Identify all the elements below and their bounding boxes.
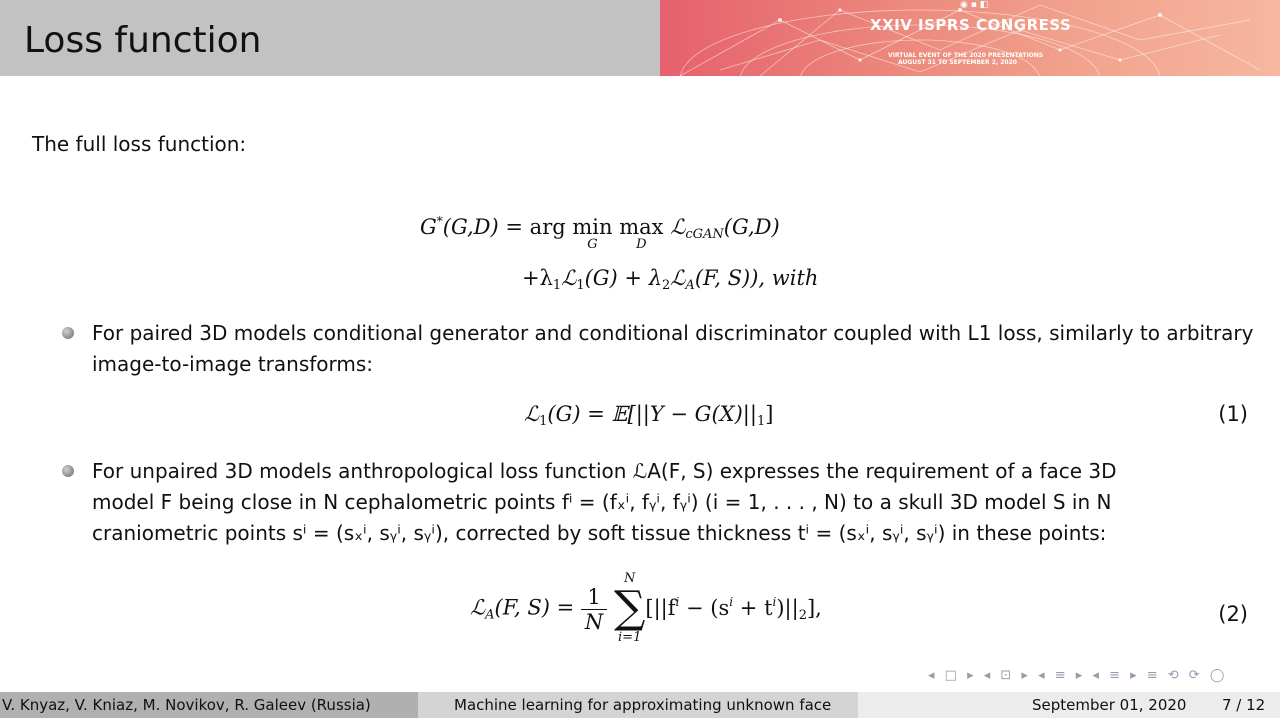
eq-term: i (729, 595, 734, 609)
beamer-navigation-icons[interactable]: ◂ □ ▸ ◂ ⊡ ▸ ◂ ≡ ▸ ◂ ≡ ▸ ≡ ⟲ ⟳ ◯ (928, 668, 1228, 683)
main-equation-line1 (420, 214, 780, 252)
eq-term: G (587, 237, 598, 252)
footer-date: September 01, 2020 (1032, 696, 1187, 714)
eq-term: A (685, 278, 695, 293)
bullet-item-paired (62, 318, 1262, 380)
eq-term: ℒ (670, 215, 686, 239)
footer-title: Machine learning for approximating unknown face (454, 696, 832, 714)
eq-term: min (572, 215, 613, 239)
eq-term: (G,D) (442, 215, 499, 239)
summation (614, 572, 645, 646)
eq-term: [||f (645, 596, 676, 620)
slide-footer (0, 692, 1280, 718)
eq-term: 1 (552, 278, 562, 293)
eq-term: + t (733, 596, 773, 620)
eq-term: (G,D) (723, 215, 780, 239)
eq-term: ℒ (524, 402, 540, 426)
banner-subtitle-1: VIRTUAL EVENT OF THE 2020 PRESENTATIONS (888, 52, 1044, 59)
equation-number-1: (1) (1218, 402, 1248, 426)
bullet-text-line1: For unpaired 3D models anthropological loss function ℒA(F, S) expresses the requirement of a face 3D (92, 459, 1117, 483)
eq-term: = arg (505, 215, 566, 239)
bullet-icon (62, 327, 74, 339)
eq-term: ℒ (670, 266, 686, 290)
eq-term: with (771, 266, 819, 290)
eq-term: − (s (679, 596, 730, 620)
eq-term: )|| (776, 596, 799, 620)
bullet-icon (62, 465, 74, 477)
eq-term: G (420, 215, 437, 239)
eq-term: (F, S)), (694, 266, 772, 290)
eq-term: (G) + λ (584, 266, 663, 290)
bullet-text-line2: model F being close in N cephalometric points fⁱ = (fₓⁱ, fᵧⁱ, fᵧⁱ) (i = 1, . . . , N) to a skull 3D model S in N (92, 490, 1112, 514)
eq-term: N (623, 571, 636, 586)
footer-title-box (418, 692, 858, 718)
eq-term: i=1 (618, 630, 642, 645)
eq-term: ] (765, 402, 774, 426)
eq-term: 2 (662, 278, 671, 293)
eq-term: cGAN (685, 227, 724, 242)
eq-term: (G) = 𝔼[||Y − G(X)|| (547, 402, 757, 426)
eq-term: ∑ (613, 582, 646, 633)
eq-term: D (636, 237, 647, 252)
bullet-item-unpaired (62, 456, 1262, 549)
equation-number-2: (2) (1218, 602, 1248, 626)
congress-banner (660, 0, 1280, 76)
eq-term: 1 (576, 278, 585, 293)
banner-title: XXIV ISPRS CONGRESS (870, 16, 1072, 34)
eq-term: (F, S) = (494, 595, 575, 620)
eq-term: N (584, 609, 604, 634)
footer-page-number: 7 / 12 (1222, 696, 1266, 714)
eq-term: +λ (522, 266, 553, 290)
eq-term: i (772, 595, 777, 609)
eq-term: ℒ (470, 595, 486, 620)
eq-term: max (619, 215, 664, 239)
min-operator (572, 215, 613, 252)
eq-term: 2 (798, 608, 807, 623)
sum-body (645, 595, 822, 623)
intro-text: The full loss function: (32, 132, 247, 156)
footer-authors: V. Knyaz, V. Kniaz, M. Novikov, R. Galeev (Russia) (2, 696, 371, 714)
eq-term: 1 (756, 414, 766, 429)
eq-term: 1 (581, 585, 607, 610)
equation-2 (470, 572, 822, 662)
slide-header (0, 0, 1280, 76)
bullet-text: For paired 3D models conditional generator and conditional discriminator coupled with L1 loss, similarly to arbitrary image-to-image transforms: (92, 321, 1254, 376)
fraction (581, 585, 607, 634)
banner-subtitle-2: AUGUST 31 TO SEPTEMBER 2, 2020 (898, 59, 1017, 66)
slide-title: Loss function (24, 20, 262, 61)
congress-logo-icon: ◉ ▪ ◧ (960, 0, 989, 10)
eq-term: * (436, 214, 443, 228)
max-operator (619, 215, 664, 252)
eq-term: 1 (539, 414, 548, 429)
footer-authors-box (0, 692, 418, 718)
equation-1 (524, 402, 773, 429)
eq-term: i (675, 595, 680, 609)
eq-term: ], (806, 596, 822, 620)
main-equation-line2 (522, 266, 818, 293)
bullet-text-line3: craniometric points sⁱ = (sₓⁱ, sᵧⁱ, sᵧⁱ), corrected by soft tissue thickness tⁱ = (sₓⁱ, sᵧⁱ, sᵧⁱ) in these points: (92, 521, 1107, 545)
eq-term: A (485, 607, 495, 623)
eq-term: ℒ (561, 266, 577, 290)
footer-info-box (858, 692, 1280, 718)
